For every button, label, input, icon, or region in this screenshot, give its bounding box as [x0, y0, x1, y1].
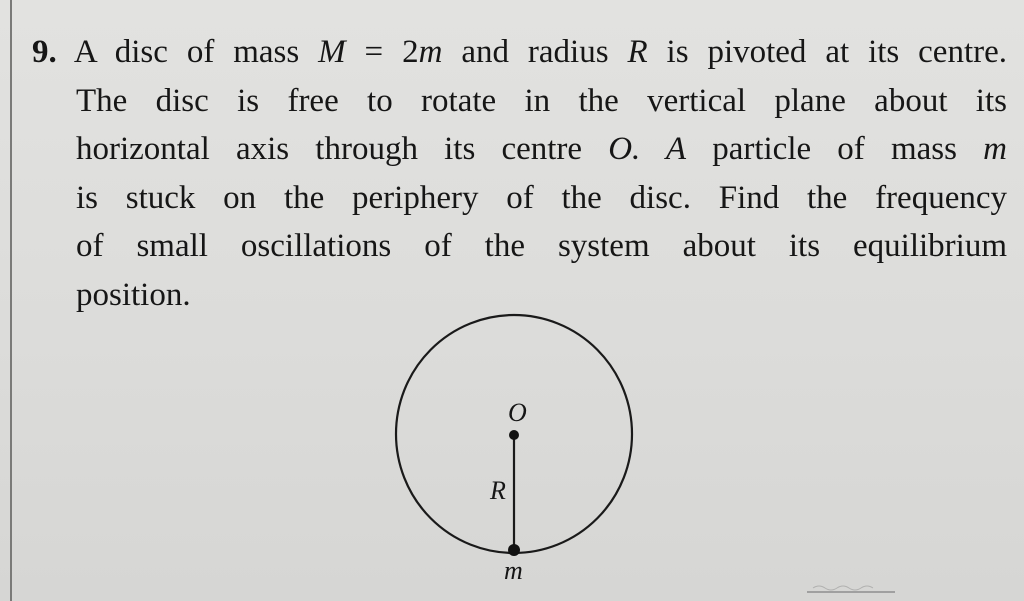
line1-part-b: = 2 [345, 34, 419, 70]
line1-part-c: and radius [442, 34, 628, 70]
problem-line-1 [32, 28, 1007, 77]
problem-9 [32, 28, 1007, 319]
symbol-m: m [418, 34, 443, 70]
problem-line-2: The disc is free to rotate in the vertical plane about its [76, 82, 1007, 119]
disc-diagram [390, 305, 650, 601]
symbol-m-2: m [983, 131, 1007, 167]
line1-part-d: is pivoted at its centre. [647, 34, 1007, 70]
problem-line-3 [32, 125, 1007, 174]
pivot-point [509, 430, 519, 440]
radius-label: R [490, 476, 506, 505]
disc-figure [390, 305, 650, 601]
line1-part-a: A disc of mass [73, 34, 319, 70]
center-label: O [508, 398, 527, 427]
problem-line-6: position. [76, 276, 191, 313]
particle-point [508, 544, 520, 556]
page-smudge [805, 582, 897, 594]
symbol-O-A: O. A [608, 131, 687, 167]
line3-part-a: horizontal axis through its centre [76, 131, 609, 167]
problem-line-4: is stuck on the periphery of the disc. Find the frequency [76, 179, 1007, 216]
symbol-M: M [318, 34, 346, 70]
symbol-R: R [627, 34, 648, 70]
margin-rule [10, 0, 12, 601]
line3-part-b: particle of mass [686, 131, 984, 167]
mass-label: m [504, 556, 523, 585]
problem-line-5: of small oscillations of the system about its equilibrium [76, 228, 1007, 264]
problem-number: 9. [32, 34, 57, 70]
